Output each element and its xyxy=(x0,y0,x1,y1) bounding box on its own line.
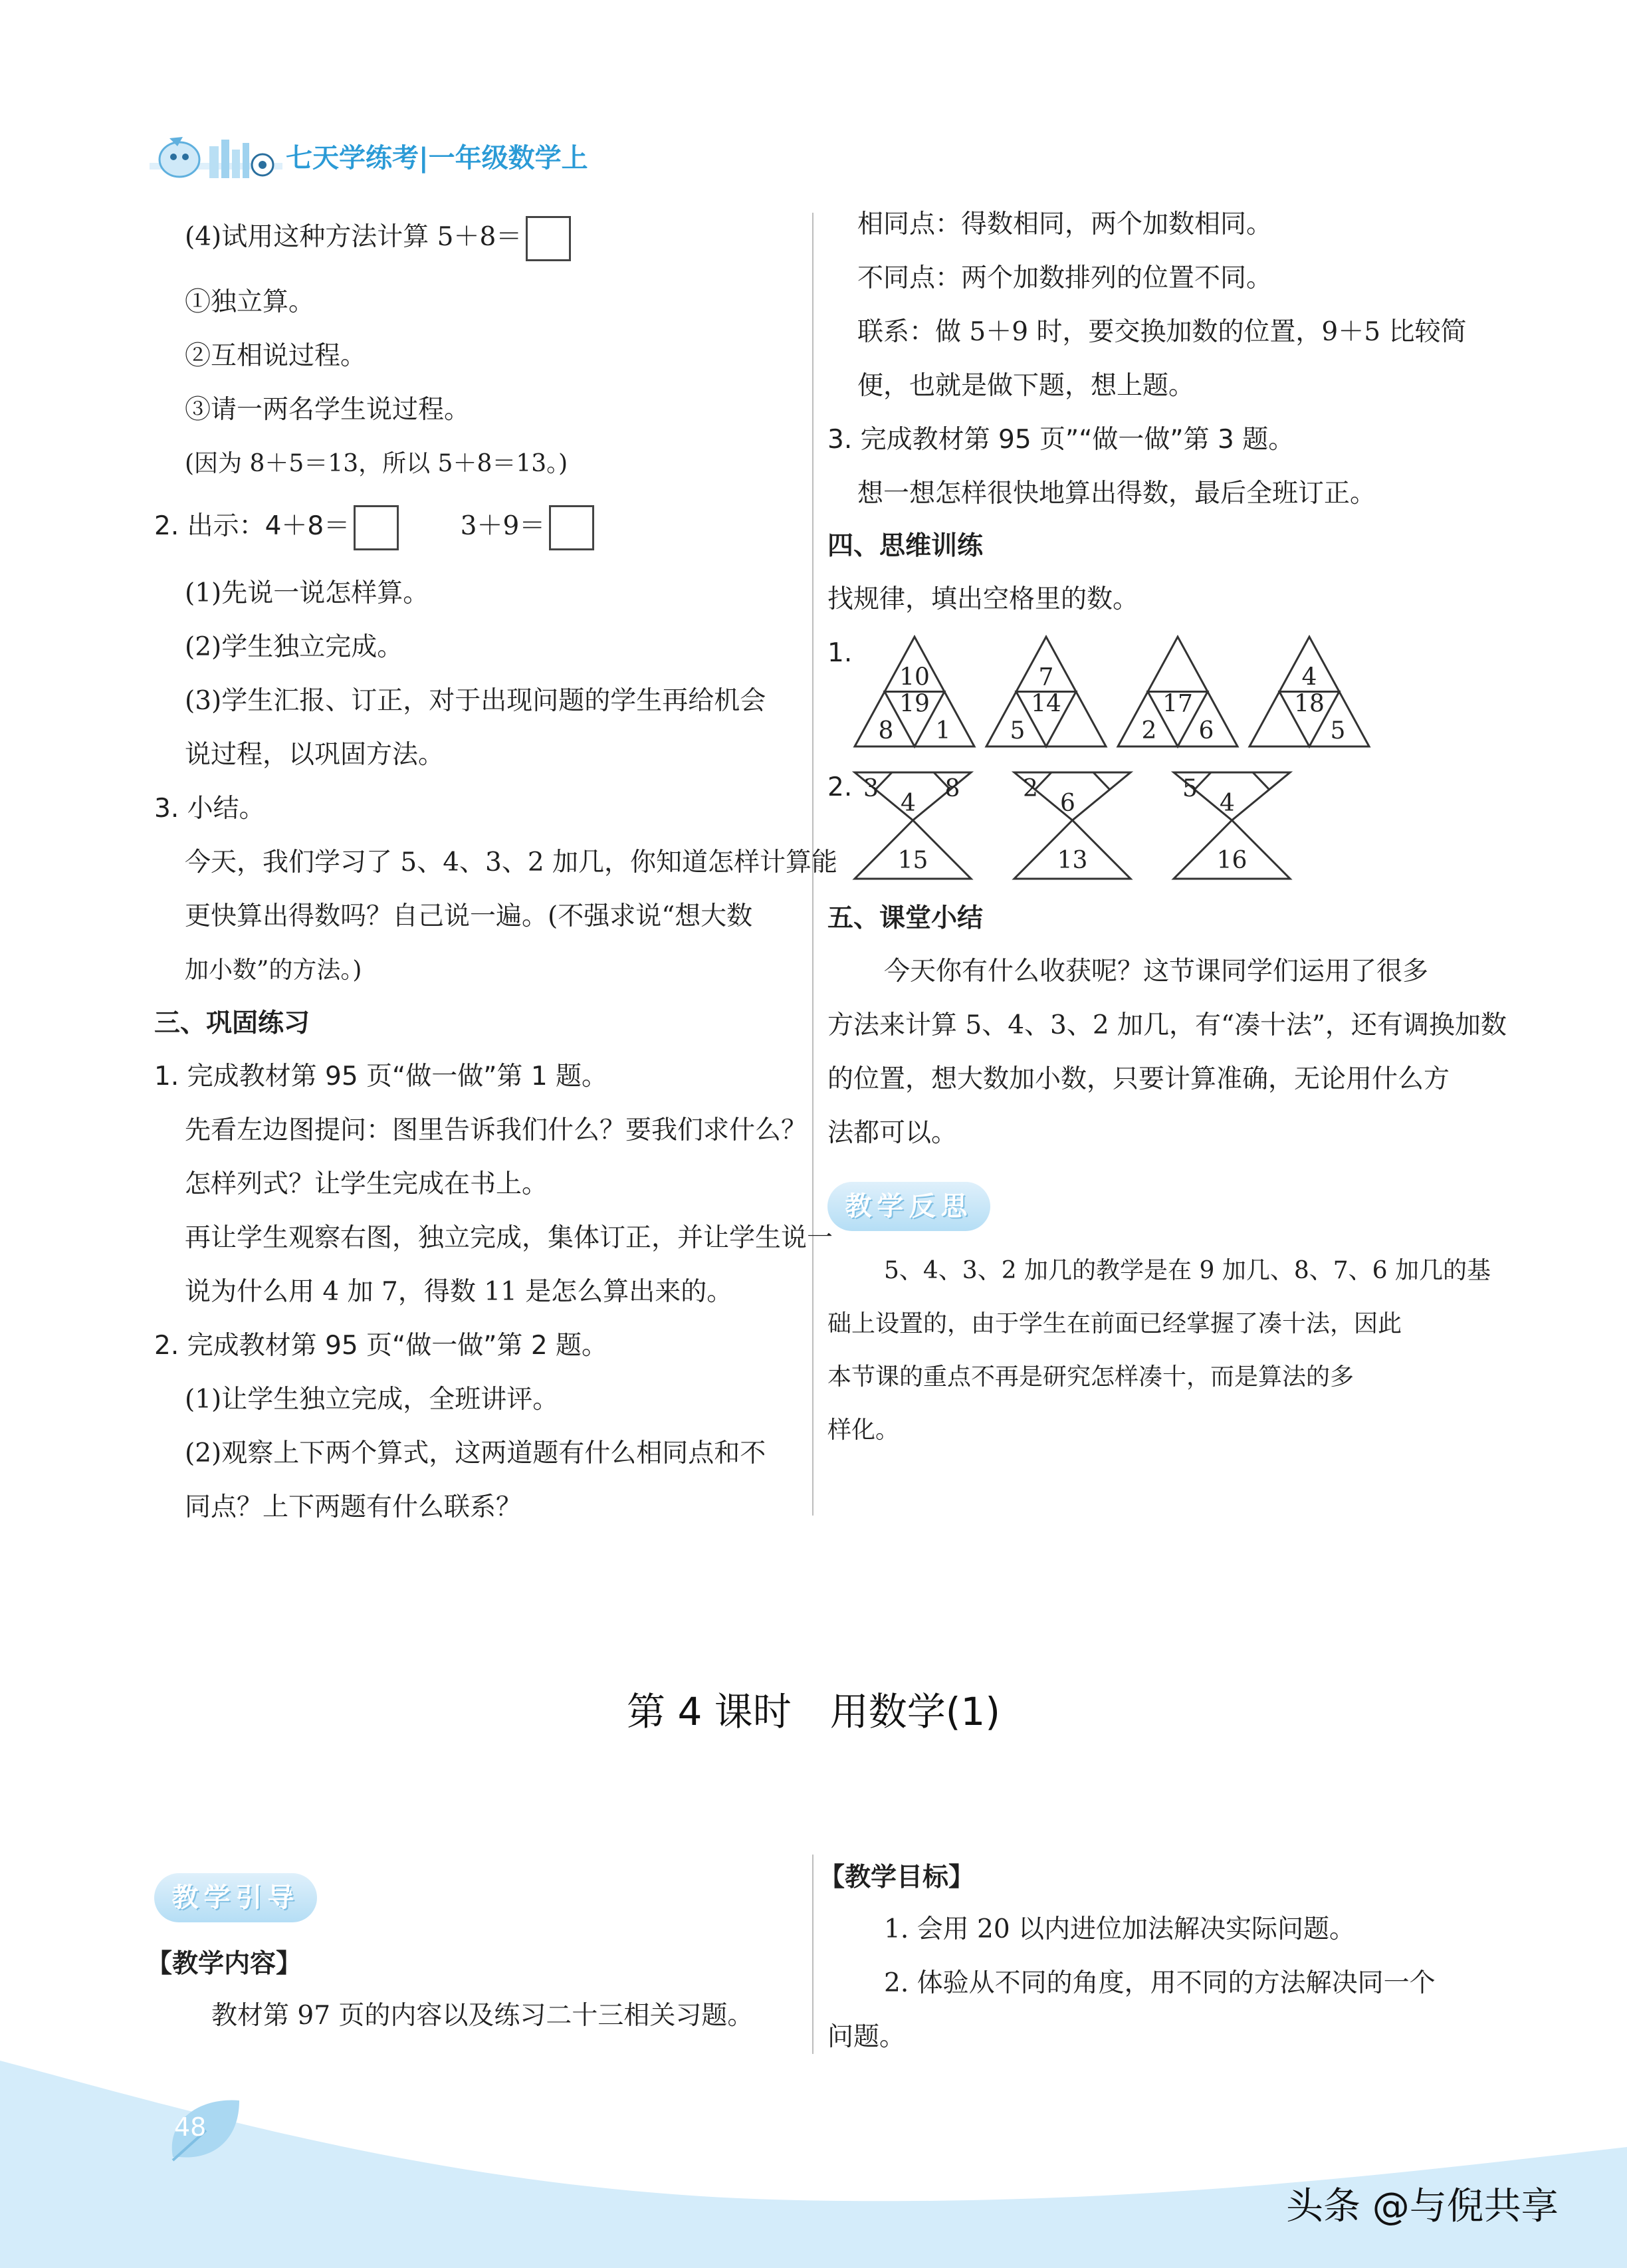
left-line-23: (2)观察上下两个算式，这两道题有什么相同点和不 xyxy=(185,1438,766,1468)
right-line-6: 想一想怎样很快地算出得数，最后全班订正。 xyxy=(857,479,1376,509)
hourglass-divider xyxy=(1093,772,1110,790)
right-line-14: 5、4、3、2 加几的教学是在 9 加几、8、7、6 加几的基 xyxy=(884,1257,1491,1284)
right-line-3: 联系：做 5＋9 时，要交换加数的位置，9＋5 比较简 xyxy=(857,317,1467,347)
lesson-title: 第 4 课时 用数学(1) xyxy=(627,1689,1000,1734)
right-line-11: 方法来计算 5、4、3、2 加几，有“凑十法”，还有调换加数 xyxy=(827,1010,1507,1040)
hourglass-number-a: 2 xyxy=(1023,775,1038,802)
left-line-16: 1. 完成教材第 95 页“做一做”第 1 题。 xyxy=(154,1062,608,1091)
left-line-11: 3. 小结。 xyxy=(154,794,265,824)
left-line-12: 今天，我们学习了 5、4、3、2 加几，你知道怎样计算能 xyxy=(185,848,838,877)
puzzle2-label: 2. xyxy=(827,772,853,802)
mascot-icon xyxy=(150,126,282,193)
right-line-13: 法都可以。 xyxy=(827,1118,958,1148)
right-line-8: 找规律，填出空格里的数。 xyxy=(827,584,1139,614)
triangle-left-number: 5 xyxy=(1010,717,1026,744)
triangle-1 xyxy=(855,637,974,746)
triangle-3 xyxy=(1118,637,1238,746)
goal-1: 1. 会用 20 以内进位加法解决实际问题。 xyxy=(884,1914,1356,1944)
left-line-2: ①独立算。 xyxy=(185,287,315,317)
left-line-24: 同点？上下两题有什么联系？ xyxy=(185,1492,522,1522)
reflection-label: 教学反思 xyxy=(827,1182,990,1231)
goal-2: 2. 体验从不同的角度，用不同的方法解决同一个 xyxy=(884,1968,1436,1998)
guide-label: 教学引导 xyxy=(154,1873,317,1922)
hourglass-number-c: 8 xyxy=(944,775,960,802)
header-separator: | xyxy=(419,143,429,173)
goal-3: 问题。 xyxy=(827,2022,906,2052)
triangle-4 xyxy=(1249,637,1369,746)
left-line-9: (3)学生汇报、订正，对于出现问题的学生再给机会 xyxy=(185,686,766,716)
answer-box[interactable] xyxy=(549,505,594,550)
header-banner xyxy=(150,126,668,193)
triangle-left-number: 2 xyxy=(1141,717,1157,744)
hourglass-sum: 15 xyxy=(897,847,928,874)
triangle-2 xyxy=(986,637,1106,746)
right-line-4: 便，也就是做下题，想上题。 xyxy=(857,371,1195,401)
triangle-mid-number: 17 xyxy=(1162,690,1193,718)
right-line-5: 3. 完成教材第 95 页”“做一做”第 3 题。 xyxy=(827,425,1295,455)
triangle-left-number: 8 xyxy=(878,717,894,744)
puzzle2-hourglasses xyxy=(851,770,1316,883)
left-line-13: 更快算出得数吗？自己说一遍。(不强求说“想大数 xyxy=(185,901,753,931)
left-line-19: 再让学生观察右图，独立完成，集体订正，并让学生说一 xyxy=(185,1223,833,1253)
left-line-6 xyxy=(154,505,594,550)
section-heading-practice: 三、巩固练习 xyxy=(154,1008,310,1038)
right-line-2: 不同点：两个加数排列的位置不同。 xyxy=(857,263,1273,293)
left-line-22: (1)让学生独立完成，全班讲评。 xyxy=(185,1385,559,1415)
section-heading-summary: 五、课堂小结 xyxy=(827,903,984,933)
hourglass-1 xyxy=(855,772,971,879)
content-heading: 【教学内容】 xyxy=(146,1949,302,1979)
left-line-14: 加小数”的方法。) xyxy=(185,957,362,984)
hourglass-number-a: 5 xyxy=(1182,775,1198,802)
left-line-6b-text: 3＋9＝ xyxy=(460,511,546,541)
hourglass-sum: 13 xyxy=(1057,847,1088,874)
right-line-10: 今天你有什么收获呢？这节课同学们运用了很多 xyxy=(884,957,1429,986)
left-line-10: 说过程，以巩固方法。 xyxy=(185,740,445,770)
hourglass-number-a: 3 xyxy=(863,775,879,802)
triangle-mid-number: 19 xyxy=(899,690,930,718)
left-line-4: ③请一两名学生说过程。 xyxy=(185,395,471,425)
right-line-12: 的位置，想大数加小数，只要计算准确，无论用什么方 xyxy=(827,1064,1450,1094)
hourglass-sum: 16 xyxy=(1216,847,1247,874)
goals-heading: 【教学目标】 xyxy=(819,1863,975,1892)
header-subject: 一年级数学上 xyxy=(428,143,588,173)
left-line-18: 怎样列式？让学生完成在书上。 xyxy=(185,1169,548,1199)
header-series: 七天学练考 xyxy=(286,143,419,173)
page-number: 48 xyxy=(174,2112,207,2142)
triangle-top-number: 7 xyxy=(1038,663,1054,691)
right-line-16: 本节课的重点不再是研究怎样凑十，而是算法的多 xyxy=(827,1363,1355,1391)
left-line-21: 2. 完成教材第 95 页“做一做”第 2 题。 xyxy=(154,1331,608,1361)
content-text: 教材第 97 页的内容以及练习二十三相关习题。 xyxy=(211,2001,754,2031)
section-heading-thinking: 四、思维训练 xyxy=(827,531,984,561)
triangle-mid-number: 18 xyxy=(1294,690,1325,718)
triangle-right-number: 6 xyxy=(1198,717,1214,744)
left-line-20: 说为什么用 4 加 7，得数 11 是怎么算出来的。 xyxy=(185,1277,733,1307)
hourglass-2 xyxy=(1014,772,1131,879)
right-line-17: 样化。 xyxy=(827,1417,900,1444)
triangle-top-number: 10 xyxy=(899,663,930,691)
left-line-1-text: (4)试用这种方法计算 5＋8＝ xyxy=(185,222,522,252)
hourglass-number-b: 6 xyxy=(1060,790,1075,817)
watermark: 头条 @与倪共享 xyxy=(1286,2185,1559,2228)
left-line-17: 先看左边图提问：图里告诉我们什么？要我们求什么？ xyxy=(185,1115,808,1145)
left-line-3: ②互相说过程。 xyxy=(185,341,367,371)
left-line-7: (1)先说一说怎样算。 xyxy=(185,578,429,608)
answer-box[interactable] xyxy=(526,216,571,261)
hourglass-number-b: 4 xyxy=(901,790,916,817)
answer-box[interactable] xyxy=(354,505,399,550)
puzzle1-triangles xyxy=(851,631,1382,751)
left-line-8: (2)学生独立完成。 xyxy=(185,632,403,662)
triangle-right-number: 5 xyxy=(1330,717,1346,744)
puzzle1-label: 1. xyxy=(827,638,853,668)
column-divider-bottom xyxy=(812,1855,814,2054)
right-line-1: 相同点：得数相同，两个加数相同。 xyxy=(857,209,1273,239)
left-line-5: (因为 8＋5＝13，所以 5＋8＝13。) xyxy=(185,450,568,477)
triangle-right-number: 1 xyxy=(935,717,951,744)
hourglass-number-b: 4 xyxy=(1220,790,1235,817)
left-line-6a-text: 2. 出示：4＋8＝ xyxy=(154,511,350,541)
triangle-mid-number: 14 xyxy=(1031,690,1061,718)
hourglass-divider xyxy=(1253,772,1269,790)
right-line-15: 础上设置的，由于学生在前面已经掌握了凑十法，因此 xyxy=(827,1310,1402,1337)
triangle-top-number: 4 xyxy=(1301,663,1317,691)
left-line-1 xyxy=(185,216,571,261)
hourglass-3 xyxy=(1174,772,1290,879)
